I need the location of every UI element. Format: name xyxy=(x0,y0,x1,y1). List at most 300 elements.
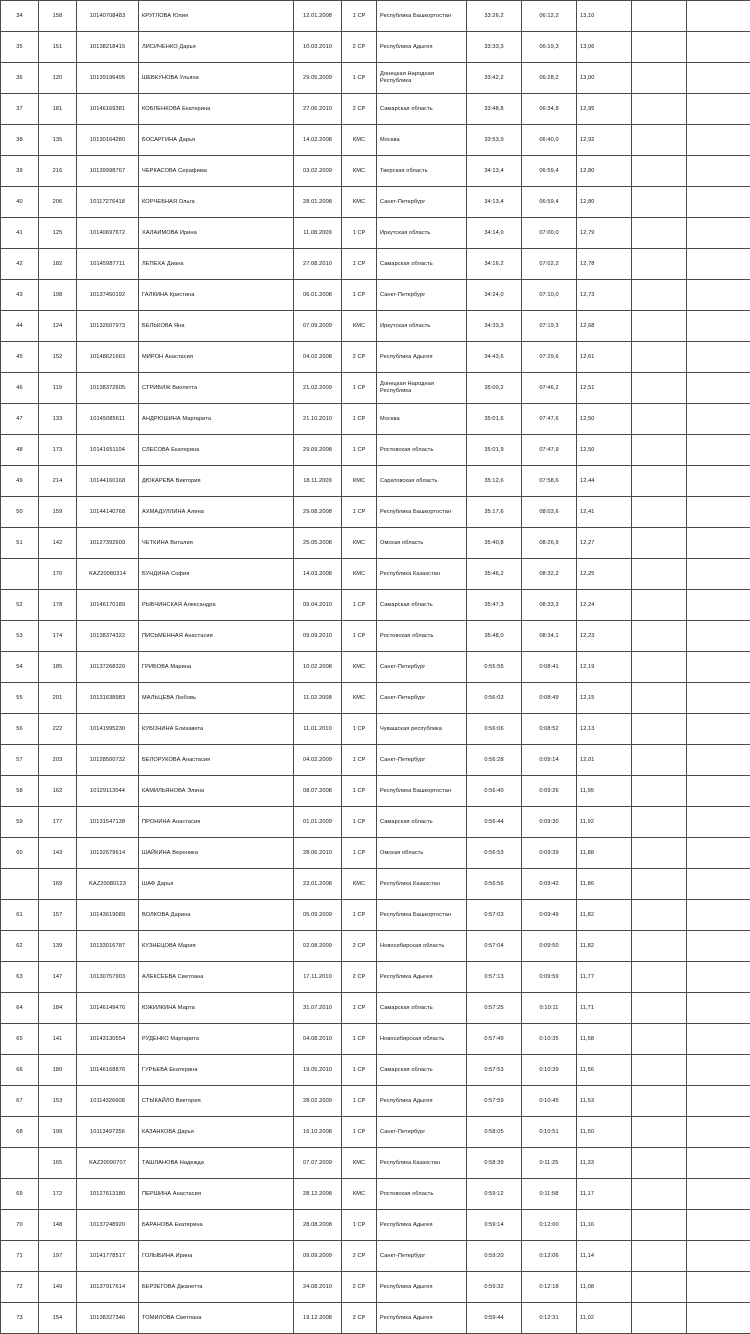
cell-code: 10141651104 xyxy=(77,435,139,466)
cell-region: Республика Башкортостан xyxy=(377,497,467,528)
cell-dob: 02.08.2009 xyxy=(294,931,342,962)
cell-rank: 36 xyxy=(1,63,39,94)
cell-points: 12,15 xyxy=(577,683,632,714)
cell-gap: 0:10:51 xyxy=(522,1117,577,1148)
cell-extra2 xyxy=(687,931,750,962)
cell-dob: 04.08.2010 xyxy=(294,1024,342,1055)
cell-points: 12,13 xyxy=(577,714,632,745)
cell-gap: 0:09:42 xyxy=(522,869,577,900)
cell-extra2 xyxy=(687,497,750,528)
table-row xyxy=(1,590,750,621)
cell-time: 35:12,6 xyxy=(467,466,522,497)
cell-name: КАЗАНКОВА Дарья xyxy=(139,1117,294,1148)
cell-rank: 67 xyxy=(1,1086,39,1117)
table-row xyxy=(1,652,750,683)
cell-points: 12,23 xyxy=(577,621,632,652)
cell-code: 10129113044 xyxy=(77,776,139,807)
cell-extra1 xyxy=(632,156,687,187)
cell-code: 10139196495 xyxy=(77,63,139,94)
cell-rank xyxy=(1,1148,39,1179)
cell-bib: 201 xyxy=(39,683,77,714)
cell-region: Самарская область xyxy=(377,590,467,621)
cell-dob: 29.08.2008 xyxy=(294,497,342,528)
cell-name: ПЕРШИНА Анастасия xyxy=(139,1179,294,1210)
cell-points: 11,71 xyxy=(577,993,632,1024)
cell-extra1 xyxy=(632,497,687,528)
cell-points: 12,79 xyxy=(577,218,632,249)
cell-bib: 165 xyxy=(39,1148,77,1179)
cell-gap: 0:08:52 xyxy=(522,714,577,745)
cell-gap: 0:09:39 xyxy=(522,838,577,869)
cell-extra2 xyxy=(687,218,750,249)
table-row xyxy=(1,714,750,745)
cell-qual: 1 СР xyxy=(342,1,377,32)
cell-qual: 2 СР xyxy=(342,931,377,962)
cell-gap: 08:26,9 xyxy=(522,528,577,559)
cell-qual: 2 СР xyxy=(342,32,377,63)
cell-region: Тверская область xyxy=(377,156,467,187)
cell-rank: 69 xyxy=(1,1179,39,1210)
cell-region: Ростовская область xyxy=(377,435,467,466)
cell-name: ШАФ Дарья xyxy=(139,869,294,900)
cell-time: 35:47,3 xyxy=(467,590,522,621)
cell-code: 10117276418 xyxy=(77,187,139,218)
cell-bib: 214 xyxy=(39,466,77,497)
cell-name: АЛЕКСЕЕВА Светлана xyxy=(139,962,294,993)
cell-gap: 0:11:25 xyxy=(522,1148,577,1179)
cell-region: Республика Адыгея xyxy=(377,1210,467,1241)
cell-code: 10132607973 xyxy=(77,311,139,342)
cell-qual: КМС xyxy=(342,125,377,156)
cell-dob: 03.02.2009 xyxy=(294,156,342,187)
cell-region: Республика Башкортостан xyxy=(377,776,467,807)
cell-qual: 1 СР xyxy=(342,776,377,807)
cell-name: ГОЛЫБИНА Ирина xyxy=(139,1241,294,1272)
cell-qual: 2 СР xyxy=(342,1241,377,1272)
cell-bib: 159 xyxy=(39,497,77,528)
cell-extra2 xyxy=(687,838,750,869)
cell-rank: 54 xyxy=(1,652,39,683)
table-row xyxy=(1,776,750,807)
cell-rank: 51 xyxy=(1,528,39,559)
cell-extra1 xyxy=(632,528,687,559)
table-row xyxy=(1,1117,750,1148)
cell-dob: 04.02.2008 xyxy=(294,342,342,373)
cell-name: ТАШЛАНОВА Надежда xyxy=(139,1148,294,1179)
cell-rank: 52 xyxy=(1,590,39,621)
cell-time: 34:33,3 xyxy=(467,311,522,342)
cell-extra2 xyxy=(687,714,750,745)
cell-bib: 197 xyxy=(39,1241,77,1272)
cell-time: 0:56:53 xyxy=(467,838,522,869)
cell-extra1 xyxy=(632,714,687,745)
cell-points: 11,82 xyxy=(577,931,632,962)
cell-extra1 xyxy=(632,1241,687,1272)
cell-extra1 xyxy=(632,1117,687,1148)
cell-bib: 119 xyxy=(39,373,77,404)
cell-region: Донецкая Народная Республика xyxy=(377,373,467,404)
cell-points: 12,78 xyxy=(577,249,632,280)
cell-code: 10114326608 xyxy=(77,1086,139,1117)
table-row xyxy=(1,683,750,714)
cell-extra2 xyxy=(687,621,750,652)
cell-extra2 xyxy=(687,435,750,466)
cell-extra1 xyxy=(632,838,687,869)
cell-qual: 1 СР xyxy=(342,218,377,249)
cell-time: 0:57:59 xyxy=(467,1086,522,1117)
cell-rank: 38 xyxy=(1,125,39,156)
cell-qual: 2 СР xyxy=(342,1272,377,1303)
cell-code: 10137917614 xyxy=(77,1272,139,1303)
cell-points: 11,08 xyxy=(577,1272,632,1303)
cell-gap: 06:28,2 xyxy=(522,63,577,94)
cell-region: Самарская область xyxy=(377,807,467,838)
cell-code: 10127613180 xyxy=(77,1179,139,1210)
cell-qual: 1 СР xyxy=(342,838,377,869)
cell-points: 11,56 xyxy=(577,1055,632,1086)
cell-name: ЮЖИЛКИНА Марта xyxy=(139,993,294,1024)
cell-qual: 1 СР xyxy=(342,249,377,280)
cell-code: 10137248920 xyxy=(77,1210,139,1241)
cell-extra1 xyxy=(632,280,687,311)
cell-gap: 0:10:11 xyxy=(522,993,577,1024)
cell-region: Самарская область xyxy=(377,249,467,280)
cell-points: 12,95 xyxy=(577,94,632,125)
table-row xyxy=(1,993,750,1024)
cell-gap: 07:47,9 xyxy=(522,435,577,466)
cell-name: ПИСЬМЕННАЯ Анастасия xyxy=(139,621,294,652)
cell-qual: 2 СР xyxy=(342,962,377,993)
cell-region: Донецкая Народная Республика xyxy=(377,63,467,94)
cell-points: 12,80 xyxy=(577,156,632,187)
cell-dob: 06.01.2008 xyxy=(294,280,342,311)
cell-dob: 28.02.2009 xyxy=(294,1086,342,1117)
cell-extra1 xyxy=(632,218,687,249)
cell-extra2 xyxy=(687,776,750,807)
table-row xyxy=(1,156,750,187)
cell-extra1 xyxy=(632,807,687,838)
cell-bib: 125 xyxy=(39,218,77,249)
cell-extra1 xyxy=(632,993,687,1024)
cell-dob: 14.03.2008 xyxy=(294,559,342,590)
cell-extra1 xyxy=(632,1272,687,1303)
cell-rank: 61 xyxy=(1,900,39,931)
cell-extra1 xyxy=(632,621,687,652)
cell-points: 11,88 xyxy=(577,838,632,869)
cell-dob: 14.02.2008 xyxy=(294,125,342,156)
cell-bib: 157 xyxy=(39,900,77,931)
cell-code: 10141995230 xyxy=(77,714,139,745)
cell-name: БЕРЗЕГОВА Джанетта xyxy=(139,1272,294,1303)
cell-name: ТОМИЛОВА Светлана xyxy=(139,1303,294,1334)
cell-region: Санкт-Петербург xyxy=(377,1241,467,1272)
cell-gap: 0:12:06 xyxy=(522,1241,577,1272)
cell-qual: КМС xyxy=(342,1148,377,1179)
cell-name: КОБЛЕНКОВА Екатерина xyxy=(139,94,294,125)
cell-gap: 0:08:41 xyxy=(522,652,577,683)
cell-region: Саратовская область xyxy=(377,466,467,497)
cell-rank: 50 xyxy=(1,497,39,528)
cell-code: 10137268320 xyxy=(77,652,139,683)
cell-time: 35:00,2 xyxy=(467,373,522,404)
cell-region: Санкт-Петербург xyxy=(377,1117,467,1148)
cell-gap: 0:09:49 xyxy=(522,900,577,931)
cell-extra1 xyxy=(632,1179,687,1210)
cell-qual: 1 СР xyxy=(342,1086,377,1117)
table-row xyxy=(1,1303,750,1334)
cell-extra1 xyxy=(632,683,687,714)
cell-dob: 16.10.2008 xyxy=(294,1117,342,1148)
cell-name: ПРОНИНА Анастасия xyxy=(139,807,294,838)
cell-time: 0:56:06 xyxy=(467,714,522,745)
table-row xyxy=(1,435,750,466)
cell-extra1 xyxy=(632,559,687,590)
cell-region: Республика Адыгея xyxy=(377,342,467,373)
cell-code: 10113497256 xyxy=(77,1117,139,1148)
cell-rank: 62 xyxy=(1,931,39,962)
cell-bib: 185 xyxy=(39,652,77,683)
cell-time: 34:16,2 xyxy=(467,249,522,280)
cell-time: 33:33,3 xyxy=(467,32,522,63)
cell-code: 10131547138 xyxy=(77,807,139,838)
cell-time: 35:46,2 xyxy=(467,559,522,590)
cell-points: 12,51 xyxy=(577,373,632,404)
cell-time: 0:59:20 xyxy=(467,1241,522,1272)
cell-extra1 xyxy=(632,249,687,280)
table-row xyxy=(1,466,750,497)
cell-points: 12,41 xyxy=(577,497,632,528)
table-row xyxy=(1,249,750,280)
cell-extra2 xyxy=(687,1,750,32)
cell-points: 13,00 xyxy=(577,63,632,94)
cell-bib: 141 xyxy=(39,1024,77,1055)
cell-extra2 xyxy=(687,1148,750,1179)
cell-points: 11,86 xyxy=(577,869,632,900)
cell-gap: 08:32,2 xyxy=(522,559,577,590)
cell-gap: 0:08:49 xyxy=(522,683,577,714)
cell-extra1 xyxy=(632,1,687,32)
cell-dob: 28.01.2008 xyxy=(294,187,342,218)
cell-name: РЫБЧИНСКАЯ Александра xyxy=(139,590,294,621)
cell-rank: 42 xyxy=(1,249,39,280)
cell-rank: 66 xyxy=(1,1055,39,1086)
cell-dob: 11.02.2008 xyxy=(294,683,342,714)
cell-gap: 0:10:39 xyxy=(522,1055,577,1086)
cell-extra1 xyxy=(632,466,687,497)
cell-time: 35:17,6 xyxy=(467,497,522,528)
cell-code: 10131638983 xyxy=(77,683,139,714)
cell-qual: 2 СР xyxy=(342,1303,377,1334)
cell-extra2 xyxy=(687,404,750,435)
cell-dob: 28.12.2008 xyxy=(294,1179,342,1210)
cell-extra2 xyxy=(687,869,750,900)
cell-rank: 68 xyxy=(1,1117,39,1148)
cell-code: 10145987711 xyxy=(77,249,139,280)
cell-points: 11,14 xyxy=(577,1241,632,1272)
cell-qual: 1 СР xyxy=(342,590,377,621)
cell-extra2 xyxy=(687,125,750,156)
table-row xyxy=(1,1148,750,1179)
cell-extra2 xyxy=(687,63,750,94)
cell-region: Самарская область xyxy=(377,993,467,1024)
cell-extra2 xyxy=(687,94,750,125)
cell-time: 0:58:39 xyxy=(467,1148,522,1179)
cell-qual: КМС xyxy=(342,869,377,900)
table-row xyxy=(1,280,750,311)
cell-region: Омская область xyxy=(377,838,467,869)
cell-name: СТЫКАЙЛО Виктория xyxy=(139,1086,294,1117)
table-row xyxy=(1,1272,750,1303)
cell-qual: 1 СР xyxy=(342,900,377,931)
cell-region: Санкт-Петербург xyxy=(377,683,467,714)
cell-dob: 10.02.2008 xyxy=(294,652,342,683)
cell-extra2 xyxy=(687,993,750,1024)
cell-region: Омская область xyxy=(377,528,467,559)
cell-gap: 07:19,3 xyxy=(522,311,577,342)
cell-bib: 151 xyxy=(39,32,77,63)
cell-region: Санкт-Петербург xyxy=(377,652,467,683)
cell-extra1 xyxy=(632,1086,687,1117)
cell-gap: 0:12:31 xyxy=(522,1303,577,1334)
cell-name: ДЮКАРЕВА Виктория xyxy=(139,466,294,497)
cell-time: 34:13,4 xyxy=(467,187,522,218)
cell-name: КУБОНИНА Елизавета xyxy=(139,714,294,745)
cell-bib: 172 xyxy=(39,1179,77,1210)
cell-time: 0:57:49 xyxy=(467,1024,522,1055)
cell-dob: 11.01.2010 xyxy=(294,714,342,745)
cell-extra2 xyxy=(687,962,750,993)
cell-points: 12,19 xyxy=(577,652,632,683)
cell-name: ГРИБОВА Марина xyxy=(139,652,294,683)
cell-code: 10138372605 xyxy=(77,373,139,404)
cell-gap: 08:03,6 xyxy=(522,497,577,528)
cell-code: 10127392609 xyxy=(77,528,139,559)
cell-qual: КМС xyxy=(342,156,377,187)
cell-region: Республика Адыгея xyxy=(377,1303,467,1334)
cell-dob: 28.08.2008 xyxy=(294,1210,342,1241)
table-row xyxy=(1,125,750,156)
cell-points: 11,95 xyxy=(577,776,632,807)
cell-extra1 xyxy=(632,962,687,993)
cell-dob: 27.06.2010 xyxy=(294,94,342,125)
cell-rank: 58 xyxy=(1,776,39,807)
cell-qual: 1 СР xyxy=(342,435,377,466)
cell-code: 10138374322 xyxy=(77,621,139,652)
cell-name: ЛИСИЧЕНКО Дарья xyxy=(139,32,294,63)
cell-region: Иркутская область xyxy=(377,218,467,249)
cell-code: 10148621663 xyxy=(77,342,139,373)
cell-qual: КМС xyxy=(342,1179,377,1210)
cell-name: ЧЕТКИНА Виталия xyxy=(139,528,294,559)
cell-rank: 53 xyxy=(1,621,39,652)
table-row xyxy=(1,1241,750,1272)
cell-gap: 06:12,2 xyxy=(522,1,577,32)
cell-extra1 xyxy=(632,311,687,342)
cell-code: 10145085611 xyxy=(77,404,139,435)
cell-rank: 56 xyxy=(1,714,39,745)
cell-code: 10146149476 xyxy=(77,993,139,1024)
cell-extra2 xyxy=(687,187,750,218)
cell-dob: 01.01.2009 xyxy=(294,807,342,838)
cell-bib: 180 xyxy=(39,1055,77,1086)
table-row xyxy=(1,1,750,32)
cell-time: 35:01,9 xyxy=(467,435,522,466)
cell-name: ВОЛКОВА Дарина xyxy=(139,900,294,931)
cell-gap: 06:34,8 xyxy=(522,94,577,125)
cell-bib: 216 xyxy=(39,156,77,187)
cell-bib: 182 xyxy=(39,249,77,280)
cell-time: 0:58:05 xyxy=(467,1117,522,1148)
cell-bib: 133 xyxy=(39,404,77,435)
cell-region: Чувашская республика xyxy=(377,714,467,745)
cell-time: 34:43,6 xyxy=(467,342,522,373)
cell-name: РУДЕНКО Маргарита xyxy=(139,1024,294,1055)
cell-extra2 xyxy=(687,1272,750,1303)
table-row xyxy=(1,1024,750,1055)
cell-extra1 xyxy=(632,900,687,931)
cell-gap: 07:10,0 xyxy=(522,280,577,311)
cell-rank: 59 xyxy=(1,807,39,838)
cell-gap: 07:58,6 xyxy=(522,466,577,497)
cell-code: 10146168876 xyxy=(77,1055,139,1086)
table-row xyxy=(1,63,750,94)
cell-code: 10139998767 xyxy=(77,156,139,187)
cell-extra2 xyxy=(687,652,750,683)
cell-time: 0:56:40 xyxy=(467,776,522,807)
cell-code: 10144160168 xyxy=(77,466,139,497)
cell-time: 33:53,9 xyxy=(467,125,522,156)
results-table-body xyxy=(1,1,750,1334)
cell-rank: 37 xyxy=(1,94,39,125)
cell-name: СТРИБИЖ Виолетта xyxy=(139,373,294,404)
cell-dob: 29.05.2009 xyxy=(294,63,342,94)
cell-time: 0:57:13 xyxy=(467,962,522,993)
cell-qual: 1 СР xyxy=(342,280,377,311)
table-row xyxy=(1,1055,750,1086)
cell-qual: 1 СР xyxy=(342,714,377,745)
cell-region: Республика Адыгея xyxy=(377,962,467,993)
cell-rank: 45 xyxy=(1,342,39,373)
cell-dob: 23.01.2008 xyxy=(294,869,342,900)
cell-gap: 06:59,4 xyxy=(522,187,577,218)
cell-rank: 40 xyxy=(1,187,39,218)
cell-points: 12,50 xyxy=(577,404,632,435)
cell-extra2 xyxy=(687,683,750,714)
table-row xyxy=(1,869,750,900)
cell-extra1 xyxy=(632,404,687,435)
cell-points: 11,82 xyxy=(577,900,632,931)
table-row xyxy=(1,187,750,218)
cell-bib: 139 xyxy=(39,931,77,962)
cell-time: 0:57:53 xyxy=(467,1055,522,1086)
cell-extra1 xyxy=(632,1303,687,1334)
cell-dob: 04.02.2009 xyxy=(294,745,342,776)
cell-code: 10144140768 xyxy=(77,497,139,528)
cell-name: КРУГЛОВА Юлия xyxy=(139,1,294,32)
cell-bib: 143 xyxy=(39,838,77,869)
cell-region: Иркутская область xyxy=(377,311,467,342)
cell-qual: 1 СР xyxy=(342,373,377,404)
cell-name: АХМАДУЛЛИНА Алина xyxy=(139,497,294,528)
cell-rank: 49 xyxy=(1,466,39,497)
cell-rank: 73 xyxy=(1,1303,39,1334)
cell-code: 10133016787 xyxy=(77,931,139,962)
cell-qual: 1 СР xyxy=(342,807,377,838)
cell-rank: 70 xyxy=(1,1210,39,1241)
cell-extra1 xyxy=(632,931,687,962)
cell-name: КУЗНЕЦОВА Мария xyxy=(139,931,294,962)
cell-points: 11,92 xyxy=(577,807,632,838)
